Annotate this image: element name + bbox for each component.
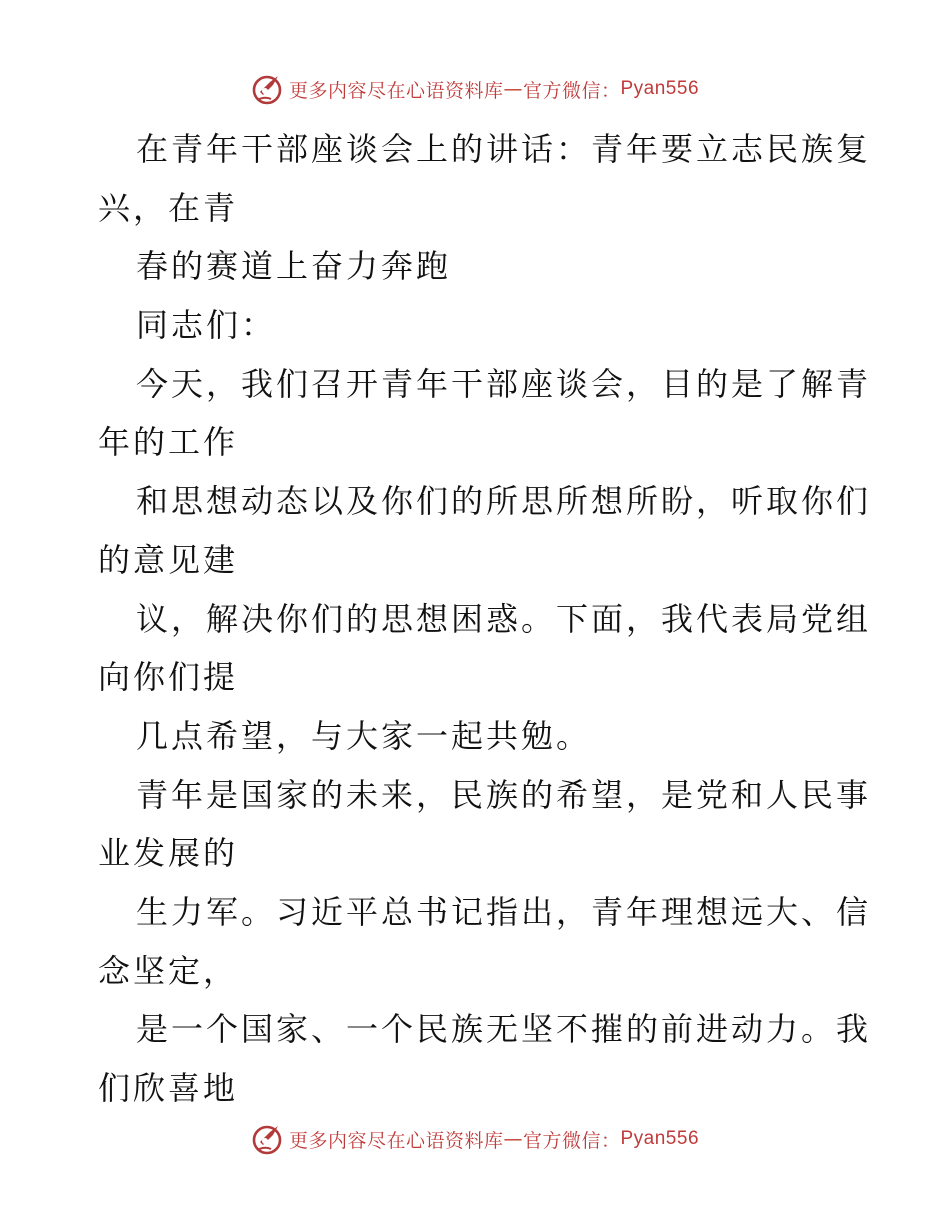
text-line: 们欣喜地 (98, 1069, 239, 1107)
text-line: 业发展的 (98, 834, 239, 873)
text-line: 青年是国家的未来，民族的希望，是党和人民事 (136, 775, 872, 814)
banner-account: Pyan556 (620, 78, 700, 99)
text-line: 向你们提 (98, 658, 239, 697)
text-line: 兴，在青 (98, 188, 239, 227)
pen-logo-icon (251, 72, 285, 106)
text-line: 今天，我们召开青年干部座谈会，目的是了解青 (136, 364, 872, 403)
text-line: 同志们： (136, 306, 277, 345)
footer-banner (0, 1122, 950, 1156)
text-line: 是一个国家、一个民族无坚不摧的前进动力。我 (136, 1010, 872, 1049)
banner-dash: — (503, 78, 523, 100)
pen-logo-icon (251, 1122, 285, 1156)
text-line: 生力军。习近平总书记指出，青年理想远大、信 (136, 892, 872, 931)
text-line: 的意见建 (98, 540, 239, 579)
text-line: 和思想动态以及你们的所思所想所盼，听取你们 (136, 482, 872, 521)
text-line: 几点希望，与大家一起共勉。 (136, 716, 592, 755)
banner-site-text: 更多内容尽在心语资料库 (288, 1129, 504, 1152)
banner-wechat-label: 官方微信： (522, 1129, 621, 1152)
text-line: 在青年干部座谈会上的讲话：青年要立志民族复 (136, 130, 872, 168)
text-line: 年的工作 (98, 423, 239, 462)
banner-dash: — (503, 1128, 523, 1150)
header-banner (0, 72, 950, 106)
text-line: 念坚定， (98, 951, 239, 990)
banner-account: Pyan556 (620, 1128, 700, 1149)
text-line: 春的赛道上奋力奔跑 (136, 247, 452, 286)
banner-site-text: 更多内容尽在心语资料库 (288, 79, 504, 102)
banner-wechat-label: 官方微信： (522, 79, 621, 102)
text-line: 议，解决你们的思想困惑。下面，我代表局党组 (136, 599, 872, 638)
document-body (98, 120, 872, 1118)
